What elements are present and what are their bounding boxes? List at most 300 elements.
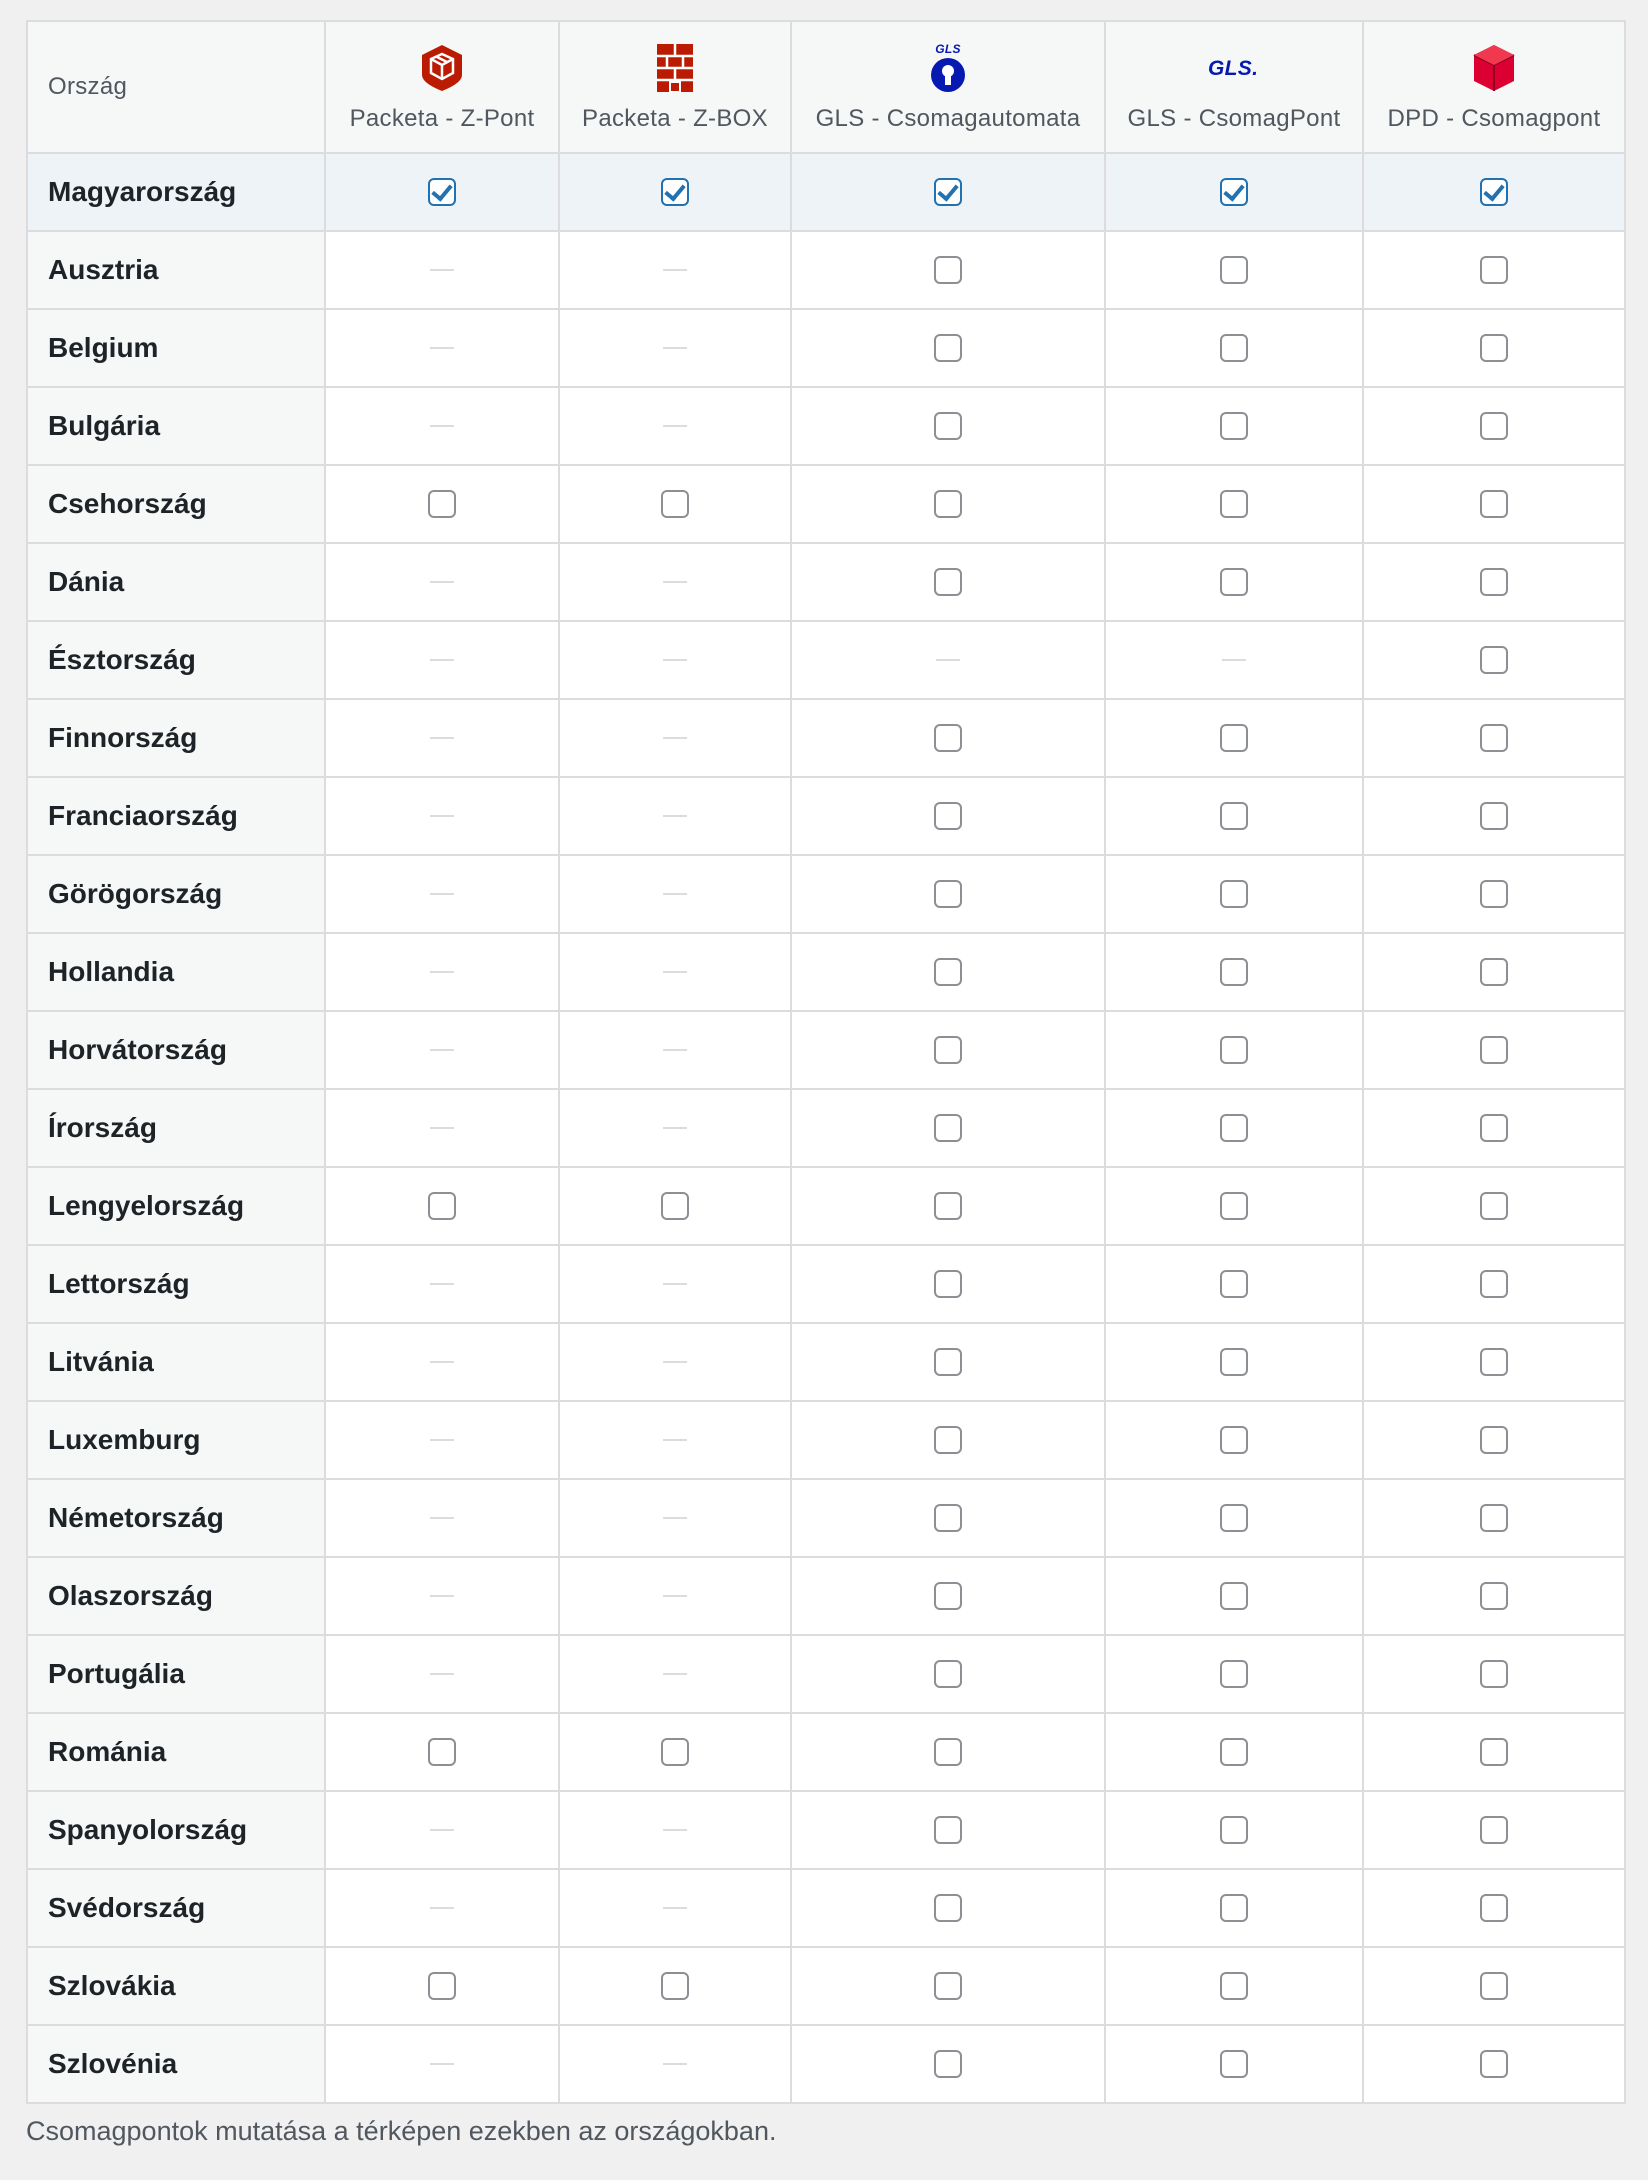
checkbox-dpd-point[interactable] [1480,1582,1508,1610]
cell-dpd-point [1363,1011,1625,1089]
checkbox-dpd-point[interactable] [1480,2050,1508,2078]
column-label: DPD - Csomagpont [1387,105,1601,132]
cell-dpd-point [1363,1947,1625,2025]
checkbox-dpd-point[interactable] [1480,1270,1508,1298]
cell-gls-locker [791,2025,1105,2103]
cell-packeta-zbox [559,1011,791,1089]
checkbox-gls-point[interactable] [1220,412,1248,440]
cell-packeta-zbox [559,1635,791,1713]
checkbox-gls-locker[interactable] [934,490,962,518]
column-label: GLS - Csomagautomata [815,105,1081,132]
country-name: Magyarország [27,153,325,231]
unavailable-dash [663,893,687,895]
cell-dpd-point [1363,1245,1625,1323]
cell-dpd-point [1363,1479,1625,1557]
table-row [27,153,1625,231]
cell-packeta-zpont [325,1401,559,1479]
cell-gls-locker [791,465,1105,543]
cell-packeta-zbox [559,1713,791,1791]
cell-dpd-point [1363,1869,1625,1947]
table-row [27,855,1625,933]
table-row [27,699,1625,777]
unavailable-dash [663,581,687,583]
cell-gls-locker [791,1089,1105,1167]
checkbox-gls-point[interactable] [1220,802,1248,830]
unavailable-dash [430,581,454,583]
cell-packeta-zbox [559,543,791,621]
checkbox-dpd-point[interactable] [1480,1348,1508,1376]
cell-packeta-zbox [559,1089,791,1167]
checkbox-gls-locker[interactable] [934,178,962,206]
table-row [27,465,1625,543]
cell-packeta-zbox [559,1323,791,1401]
cell-gls-point [1105,543,1363,621]
country-name: Szlovénia [27,2025,325,2103]
cell-packeta-zbox [559,387,791,465]
cell-dpd-point [1363,1791,1625,1869]
column-header-packeta-zpont [325,21,559,153]
unavailable-dash [663,1127,687,1129]
cell-dpd-point [1363,1323,1625,1401]
country-name: Szlovákia [27,1947,325,2025]
table-row [27,1947,1625,2025]
checkbox-packeta-zbox[interactable] [661,1972,689,2000]
unavailable-dash [663,425,687,427]
unavailable-dash [430,1673,454,1675]
cell-packeta-zpont [325,1245,559,1323]
country-rows [27,153,1625,2103]
country-name: Írország [27,1089,325,1167]
cell-gls-locker [791,699,1105,777]
checkbox-dpd-point[interactable] [1480,802,1508,830]
checkbox-gls-locker[interactable] [934,256,962,284]
unavailable-dash [430,425,454,427]
cell-gls-locker [791,1167,1105,1245]
cell-gls-locker [791,1635,1105,1713]
cell-gls-point [1105,777,1363,855]
checkbox-dpd-point[interactable] [1480,1738,1508,1766]
table-row [27,543,1625,621]
cell-gls-point [1105,699,1363,777]
svg-text:GLS.: GLS. [1208,57,1259,80]
settings-panel [26,20,1624,2174]
cell-packeta-zpont [325,1791,559,1869]
country-name: Észtország [27,621,325,699]
country-name: Franciaország [27,777,325,855]
country-name: Románia [27,1713,325,1791]
checkbox-packeta-zbox[interactable] [661,178,689,206]
cell-dpd-point [1363,1557,1625,1635]
checkbox-dpd-point[interactable] [1480,724,1508,752]
country-name: Svédország [27,1869,325,1947]
cell-gls-point [1105,1869,1363,1947]
checkbox-dpd-point[interactable] [1480,1660,1508,1688]
country-name: Görögország [27,855,325,933]
country-name: Horvátország [27,1011,325,1089]
cell-packeta-zpont [325,1089,559,1167]
cell-packeta-zbox [559,1479,791,1557]
checkbox-packeta-zpont[interactable] [428,1192,456,1220]
pickup-point-country-table [26,20,1626,2104]
checkbox-packeta-zbox[interactable] [661,1738,689,1766]
cell-packeta-zbox [559,153,791,231]
checkbox-gls-locker[interactable] [934,1192,962,1220]
cell-packeta-zbox [559,1791,791,1869]
cell-dpd-point [1363,699,1625,777]
unavailable-dash [430,1829,454,1831]
column-header-packeta-zbox [559,21,791,153]
country-name: Finnország [27,699,325,777]
cell-packeta-zbox [559,465,791,543]
unavailable-dash [430,1127,454,1129]
checkbox-dpd-point[interactable] [1480,490,1508,518]
unavailable-dash [663,347,687,349]
unavailable-dash [430,347,454,349]
cell-packeta-zbox [559,231,791,309]
checkbox-gls-locker[interactable] [934,2050,962,2078]
checkbox-gls-locker[interactable] [934,334,962,362]
cell-gls-point [1105,621,1363,699]
cell-gls-point [1105,1713,1363,1791]
unavailable-dash [430,269,454,271]
country-name: Hollandia [27,933,325,1011]
unavailable-dash [430,893,454,895]
unavailable-dash [663,1361,687,1363]
cell-packeta-zbox [559,309,791,387]
country-name: Belgium [27,309,325,387]
cell-packeta-zpont [325,465,559,543]
cell-dpd-point [1363,2025,1625,2103]
gls-locker-logo-icon [918,41,978,95]
checkbox-dpd-point[interactable] [1480,1192,1508,1220]
table-row [27,309,1625,387]
cell-gls-point [1105,1167,1363,1245]
cell-packeta-zbox [559,699,791,777]
table-row [27,1557,1625,1635]
table-row [27,1713,1625,1791]
table-row [27,621,1625,699]
cell-gls-locker [791,387,1105,465]
table-header-row [27,21,1625,153]
cell-packeta-zpont [325,1479,559,1557]
checkbox-dpd-point[interactable] [1480,412,1508,440]
cell-gls-locker [791,1947,1105,2025]
cell-packeta-zpont [325,1011,559,1089]
checkbox-gls-locker[interactable] [934,1270,962,1298]
checkbox-gls-point[interactable] [1220,1036,1248,1064]
checkbox-gls-locker[interactable] [934,568,962,596]
checkbox-gls-point[interactable] [1220,1114,1248,1142]
column-header-gls-locker [791,21,1105,153]
table-row [27,2025,1625,2103]
checkbox-gls-locker[interactable] [934,1894,962,1922]
checkbox-dpd-point[interactable] [1480,1894,1508,1922]
column-label: Packeta - Z-BOX [582,105,768,132]
cell-packeta-zpont [325,933,559,1011]
checkbox-gls-locker[interactable] [934,1426,962,1454]
packeta-zpont-logo-icon [412,41,472,95]
checkbox-gls-point[interactable] [1220,880,1248,908]
checkbox-gls-locker[interactable] [934,1504,962,1532]
checkbox-dpd-point[interactable] [1480,1036,1508,1064]
dpd-logo-icon [1464,41,1524,95]
checkbox-gls-locker[interactable] [934,1348,962,1376]
table-row [27,1323,1625,1401]
checkbox-dpd-point[interactable] [1480,256,1508,284]
cell-gls-locker [791,1557,1105,1635]
unavailable-dash [430,1439,454,1441]
cell-packeta-zbox [559,1167,791,1245]
checkbox-dpd-point[interactable] [1480,1426,1508,1454]
checkbox-packeta-zpont[interactable] [428,490,456,518]
country-name: Olaszország [27,1557,325,1635]
checkbox-packeta-zpont[interactable] [428,178,456,206]
checkbox-packeta-zbox[interactable] [661,1192,689,1220]
cell-packeta-zpont [325,309,559,387]
cell-dpd-point [1363,777,1625,855]
cell-packeta-zbox [559,777,791,855]
checkbox-gls-point[interactable] [1220,1270,1248,1298]
cell-dpd-point [1363,1401,1625,1479]
packeta-zbox-logo-icon [645,41,705,95]
country-name: Dánia [27,543,325,621]
cell-packeta-zpont [325,1557,559,1635]
checkbox-gls-point[interactable] [1220,958,1248,986]
cell-gls-locker [791,855,1105,933]
cell-gls-point [1105,1011,1363,1089]
table-row [27,387,1625,465]
checkbox-gls-point[interactable] [1220,1660,1248,1688]
checkbox-gls-locker[interactable] [934,958,962,986]
country-name: Bulgária [27,387,325,465]
checkbox-dpd-point[interactable] [1480,1114,1508,1142]
unavailable-dash [430,1517,454,1519]
checkbox-gls-locker[interactable] [934,1816,962,1844]
checkbox-gls-locker[interactable] [934,412,962,440]
unavailable-dash [663,269,687,271]
checkbox-gls-locker[interactable] [934,1660,962,1688]
unavailable-dash [663,1829,687,1831]
cell-gls-point [1105,1245,1363,1323]
checkbox-gls-locker[interactable] [934,1738,962,1766]
table-row [27,1245,1625,1323]
svg-text:GLS: GLS [935,42,961,56]
cell-packeta-zpont [325,1713,559,1791]
cell-gls-point [1105,1791,1363,1869]
checkbox-gls-point[interactable] [1220,1426,1248,1454]
checkbox-dpd-point[interactable] [1480,1972,1508,2000]
checkbox-gls-point[interactable] [1220,568,1248,596]
cell-gls-point [1105,387,1363,465]
checkbox-dpd-point[interactable] [1480,334,1508,362]
cell-dpd-point [1363,231,1625,309]
cell-packeta-zpont [325,1323,559,1401]
checkbox-gls-locker[interactable] [934,724,962,752]
country-name: Spanyolország [27,1791,325,1869]
unavailable-dash [430,1595,454,1597]
cell-packeta-zbox [559,1245,791,1323]
cell-packeta-zpont [325,231,559,309]
cell-dpd-point [1363,1713,1625,1791]
cell-packeta-zpont [325,1635,559,1713]
cell-gls-locker [791,231,1105,309]
unavailable-dash [663,659,687,661]
unavailable-dash [663,2063,687,2065]
cell-gls-locker [791,1245,1105,1323]
cell-gls-point [1105,1401,1363,1479]
cell-gls-locker [791,543,1105,621]
unavailable-dash [663,1517,687,1519]
country-name: Portugália [27,1635,325,1713]
cell-packeta-zpont [325,621,559,699]
checkbox-dpd-point[interactable] [1480,1816,1508,1844]
unavailable-dash [430,971,454,973]
cell-gls-point [1105,1089,1363,1167]
cell-gls-locker [791,621,1105,699]
cell-packeta-zbox [559,2025,791,2103]
country-name: Csehország [27,465,325,543]
checkbox-dpd-point[interactable] [1480,178,1508,206]
cell-packeta-zbox [559,855,791,933]
cell-packeta-zbox [559,1947,791,2025]
checkbox-gls-point[interactable] [1220,334,1248,362]
column-header-gls-point [1105,21,1363,153]
unavailable-dash [663,1673,687,1675]
country-name: Lettország [27,1245,325,1323]
unavailable-dash [663,737,687,739]
unavailable-dash [430,1283,454,1285]
unavailable-dash [430,815,454,817]
cell-gls-locker [791,309,1105,387]
cell-gls-point [1105,855,1363,933]
table-row [27,777,1625,855]
unavailable-dash [430,659,454,661]
checkbox-gls-point[interactable] [1220,724,1248,752]
cell-dpd-point [1363,465,1625,543]
checkbox-dpd-point[interactable] [1480,1504,1508,1532]
cell-gls-locker [791,1479,1105,1557]
cell-packeta-zpont [325,699,559,777]
cell-dpd-point [1363,543,1625,621]
cell-packeta-zpont [325,1947,559,2025]
cell-packeta-zpont [325,855,559,933]
unavailable-dash [663,971,687,973]
country-name: Németország [27,1479,325,1557]
unavailable-dash [430,1361,454,1363]
checkbox-gls-locker[interactable] [934,1114,962,1142]
column-label: GLS - CsomagPont [1127,105,1341,132]
checkbox-gls-point[interactable] [1220,1582,1248,1610]
country-name: Luxemburg [27,1401,325,1479]
table-row [27,1869,1625,1947]
unavailable-dash [1222,659,1246,661]
cell-gls-locker [791,153,1105,231]
checkbox-gls-locker[interactable] [934,880,962,908]
cell-gls-locker [791,1869,1105,1947]
table-row [27,1089,1625,1167]
table-row [27,1011,1625,1089]
checkbox-gls-point[interactable] [1220,1348,1248,1376]
cell-dpd-point [1363,309,1625,387]
cell-packeta-zpont [325,543,559,621]
unavailable-dash [663,1439,687,1441]
cell-packeta-zpont [325,387,559,465]
checkbox-gls-point[interactable] [1220,1816,1248,1844]
checkbox-gls-point[interactable] [1220,178,1248,206]
checkbox-gls-locker[interactable] [934,1972,962,2000]
checkbox-gls-point[interactable] [1220,256,1248,284]
cell-dpd-point [1363,1635,1625,1713]
checkbox-gls-point[interactable] [1220,2050,1248,2078]
cell-gls-point [1105,231,1363,309]
cell-gls-point [1105,1947,1363,2025]
cell-dpd-point [1363,153,1625,231]
checkbox-gls-point[interactable] [1220,1192,1248,1220]
checkbox-packeta-zbox[interactable] [661,490,689,518]
country-name: Lengyelország [27,1167,325,1245]
unavailable-dash [663,815,687,817]
cell-gls-locker [791,933,1105,1011]
checkbox-gls-locker[interactable] [934,1036,962,1064]
cell-gls-point [1105,933,1363,1011]
cell-gls-point [1105,1323,1363,1401]
checkbox-gls-point[interactable] [1220,1894,1248,1922]
checkbox-gls-point[interactable] [1220,1738,1248,1766]
checkbox-packeta-zpont[interactable] [428,1738,456,1766]
cell-gls-locker [791,777,1105,855]
cell-packeta-zbox [559,1557,791,1635]
cell-packeta-zbox [559,621,791,699]
cell-gls-locker [791,1401,1105,1479]
checkbox-dpd-point[interactable] [1480,958,1508,986]
column-label: Packeta - Z-Pont [349,105,535,132]
cell-packeta-zpont [325,1167,559,1245]
table-row [27,933,1625,1011]
cell-gls-locker [791,1713,1105,1791]
cell-packeta-zpont [325,777,559,855]
unavailable-dash [430,2063,454,2065]
checkbox-packeta-zpont[interactable] [428,1972,456,2000]
checkbox-gls-locker[interactable] [934,802,962,830]
cell-gls-point [1105,153,1363,231]
unavailable-dash [663,1283,687,1285]
cell-gls-locker [791,1011,1105,1089]
cell-dpd-point [1363,855,1625,933]
cell-gls-point [1105,1479,1363,1557]
cell-dpd-point [1363,621,1625,699]
cell-gls-point [1105,1635,1363,1713]
checkbox-dpd-point[interactable] [1480,880,1508,908]
checkbox-dpd-point[interactable] [1480,646,1508,674]
unavailable-dash [430,1907,454,1909]
cell-packeta-zbox [559,933,791,1011]
cell-gls-locker [791,1323,1105,1401]
checkbox-gls-locker[interactable] [934,1582,962,1610]
checkbox-gls-point[interactable] [1220,1972,1248,2000]
checkbox-gls-point[interactable] [1220,1504,1248,1532]
checkbox-gls-point[interactable] [1220,490,1248,518]
unavailable-dash [663,1049,687,1051]
unavailable-dash [430,737,454,739]
cell-packeta-zbox [559,1869,791,1947]
unavailable-dash [663,1907,687,1909]
checkbox-dpd-point[interactable] [1480,568,1508,596]
table-row [27,1167,1625,1245]
cell-gls-point [1105,465,1363,543]
table-row [27,1479,1625,1557]
cell-dpd-point [1363,387,1625,465]
table-row [27,1791,1625,1869]
